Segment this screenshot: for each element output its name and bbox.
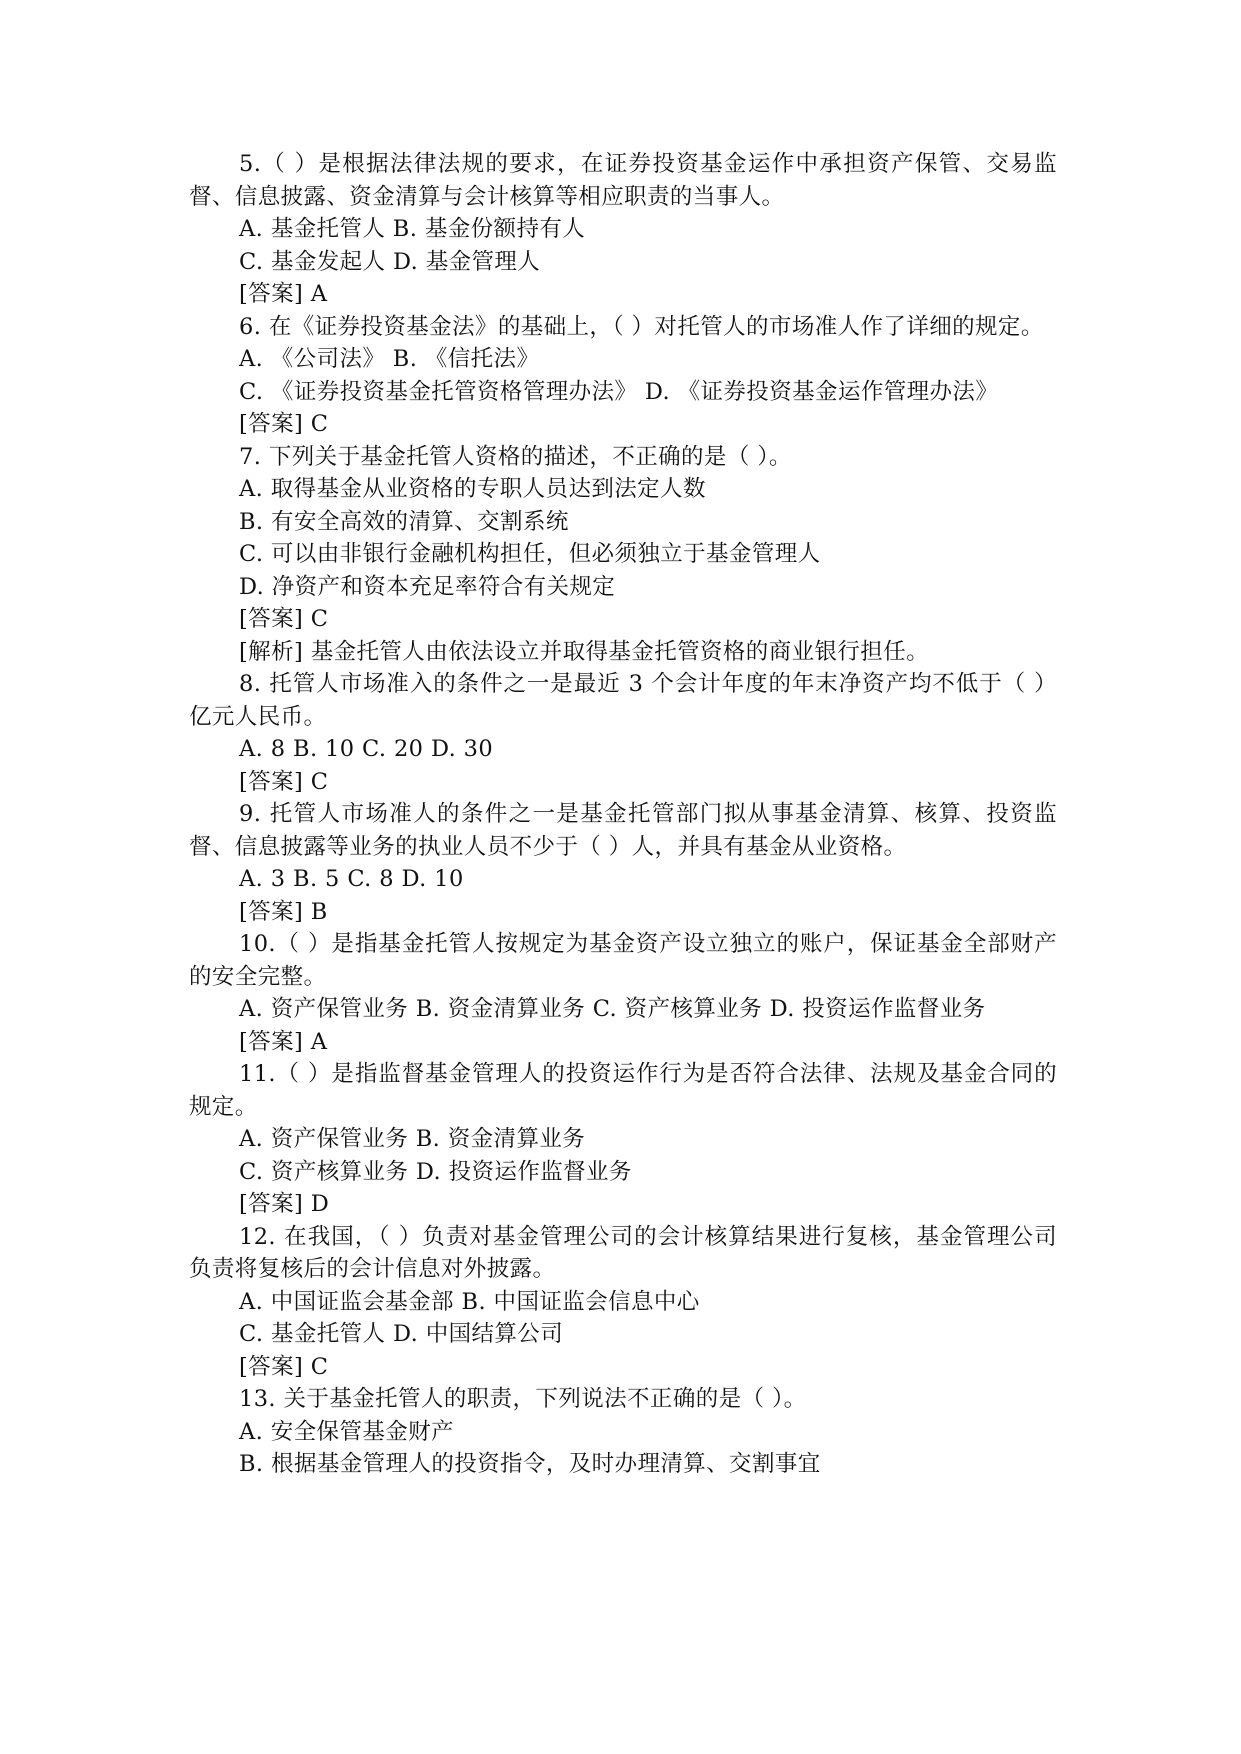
question-8-answer: [答案] C (239, 768, 329, 795)
question-11-options-cd: C. 资产核算业务 D. 投资运作监督业务 (239, 1158, 632, 1185)
question-7-answer: [答案] C (239, 606, 329, 632)
question-5-options-cd: C. 基金发起人 D. 基金管理人 (239, 248, 541, 275)
question-7-stem: 7. 下列关于基金托管人资格的描述，不正确的是（ ）。 (239, 443, 792, 470)
document-body (189, 148, 1057, 1481)
question-6-options-cd: C. 《证券投资基金托管资格管理办法》 D. 《证券投资基金运作管理办法》 (239, 378, 999, 405)
question-13-stem: 13. 关于基金托管人的职责，下列说法不正确的是（ ）。 (239, 1386, 807, 1412)
question-9-answer: [答案] B (239, 898, 328, 925)
question-10-stem: 10.（ ）是指基金托管人按规定为基金资产设立独立的账户，保证基金全部财产的安全完整。 (189, 931, 1057, 990)
question-7-option-d: D. 净资产和资本充足率符合有关规定 (239, 573, 616, 600)
question-6-options-ab: A. 《公司法》 B. 《信托法》 (239, 346, 540, 372)
question-10-answer: [答案] A (239, 1028, 328, 1055)
question-13-option-a: A. 安全保管基金财产 (239, 1418, 454, 1445)
question-6-stem: 6. 在《证券投资基金法》的基础上，（ ）对托管人的市场准人作了详细的规定。 (239, 313, 1044, 340)
question-5-stem: 5.（ ）是根据法律法规的要求，在证券投资基金运作中承担资产保管、交易监督、信息披露、资金清算与会计核算等相应职责的当事人。 (189, 151, 1057, 210)
question-5-options-ab: A. 基金托管人 B. 基金份额持有人 (239, 216, 586, 242)
question-8-stem: 8. 托管人市场准入的条件之一是最近 3 个会计年度的年末净资产均不低于（ ）亿元人民币。 (189, 671, 1057, 730)
question-12-answer: [答案] C (239, 1353, 329, 1380)
question-7-option-a: A. 取得基金从业资格的专职人员达到法定人数 (239, 476, 706, 502)
question-11-options-ab: A. 资产保管业务 B. 资金清算业务 (239, 1126, 586, 1152)
question-8-options: A. 8 B. 10 C. 20 D. 30 (239, 736, 494, 762)
question-12-stem: 12. 在我国，（ ）负责对基金管理公司的会计核算结果进行复核，基金管理公司负责将复核后的会计信息对外披露。 (189, 1223, 1057, 1282)
question-7-explanation: [解析] 基金托管人由依法设立并取得基金托管资格的商业银行担任。 (239, 638, 930, 665)
question-10-options: A. 资产保管业务 B. 资金清算业务 C. 资产核算业务 D. 投资运作监督业务 (239, 996, 986, 1022)
question-12-options-ab: A. 中国证监会基金部 B. 中国证监会信息中心 (239, 1288, 700, 1315)
question-12-options-cd: C. 基金托管人 D. 中国结算公司 (239, 1321, 564, 1347)
question-11-answer: [答案] D (239, 1191, 330, 1217)
question-7-option-b: B. 有安全高效的清算、交割系统 (239, 508, 569, 535)
question-13-option-b: B. 根据基金管理人的投资指令，及时办理清算、交割事宜 (239, 1451, 821, 1477)
question-9-stem: 9. 托管人市场准人的条件之一是基金托管部门拟从事基金清算、核算、投资监督、信息披露等业务的执业人员不少于（ ）人，并具有基金从业资格。 (189, 801, 1057, 860)
question-11-stem: 11.（ ）是指监督基金管理人的投资运作行为是否符合法律、法规及基金合同的规定。 (189, 1061, 1057, 1120)
question-9-options: A. 3 B. 5 C. 8 D. 10 (239, 866, 464, 892)
question-7-option-c: C. 可以由非银行金融机构担任，但必须独立于基金管理人 (239, 541, 821, 567)
question-5-answer: [答案] A (239, 281, 328, 307)
question-6-answer: [答案] C (239, 411, 329, 437)
